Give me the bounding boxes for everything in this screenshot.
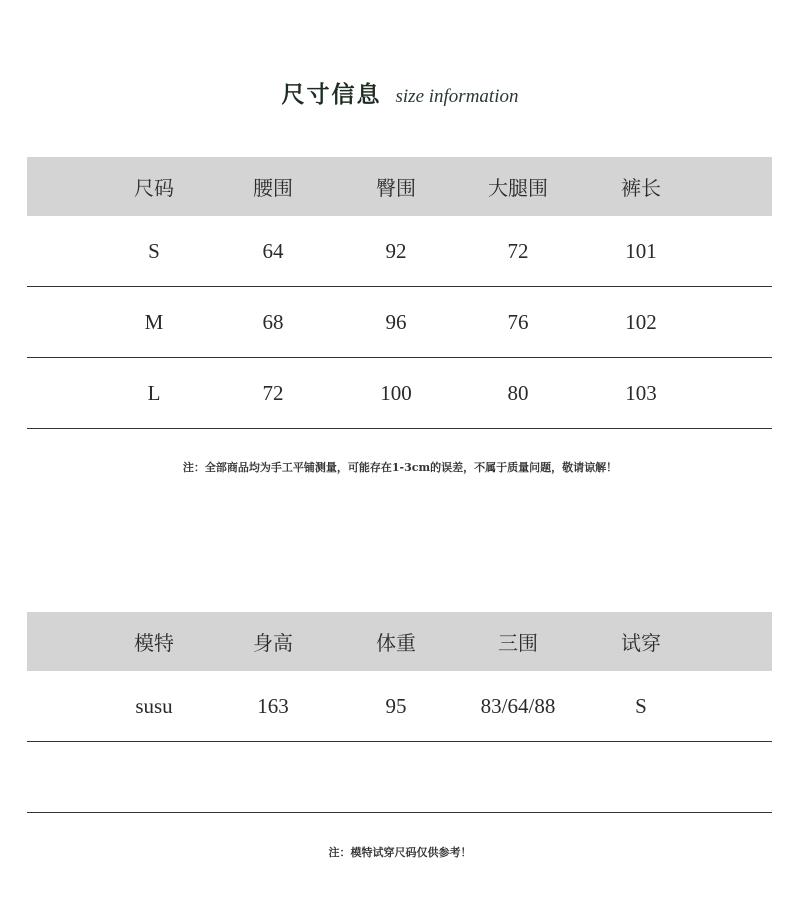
table-row [27, 287, 772, 358]
cell-size: L [147, 380, 161, 405]
size-table [27, 157, 772, 429]
cell-height: 163 [257, 693, 289, 718]
cell-hip: 92 [385, 238, 407, 263]
size-table-header [27, 157, 772, 216]
cell-weight: 95 [385, 693, 407, 718]
cell-waist: 72 [262, 380, 284, 405]
table-row [27, 358, 772, 429]
table-row-empty [27, 742, 772, 813]
header-thigh: 大腿围 [488, 176, 548, 200]
cell-thigh: 80 [507, 380, 529, 405]
cell-size: S [148, 238, 160, 263]
header-hip: 臀围 [376, 176, 416, 200]
cell-measurements: 83/64/88 [480, 693, 556, 718]
cell-waist: 64 [262, 238, 284, 263]
header-length: 裤长 [621, 176, 661, 200]
page-title [0, 76, 800, 109]
cell-waist: 68 [262, 309, 284, 334]
cell-length: 101 [625, 238, 657, 263]
header-height: 身高 [253, 631, 293, 655]
cell-length: 103 [625, 380, 657, 405]
cell-thigh: 76 [507, 309, 529, 334]
model-note: 注：模特试穿尺码仅供参考！ [328, 846, 472, 859]
table-row [27, 671, 772, 742]
cell-hip: 100 [380, 380, 412, 405]
cell-model-name: susu [135, 693, 173, 718]
header-weight: 体重 [376, 631, 416, 655]
header-tried-size: 试穿 [621, 631, 661, 655]
cell-hip: 96 [385, 309, 407, 334]
title-chinese: 尺寸信息 [281, 81, 382, 108]
header-model: 模特 [134, 631, 174, 655]
header-waist: 腰围 [253, 176, 293, 200]
table-row [27, 216, 772, 287]
cell-length: 102 [625, 309, 657, 334]
cell-tried-size: S [635, 693, 647, 718]
header-measurements: 三围 [498, 631, 538, 655]
cell-thigh: 72 [507, 238, 529, 263]
cell-size: M [144, 309, 164, 334]
model-table-header [27, 612, 772, 671]
header-size: 尺码 [134, 176, 174, 200]
size-note: 注：全部商品均为手工平铺测量，可能存在1-3cm的误差，不属于质量问题，敬请谅解！ [182, 461, 618, 474]
title-english: size information [395, 86, 519, 107]
model-table [27, 612, 772, 813]
